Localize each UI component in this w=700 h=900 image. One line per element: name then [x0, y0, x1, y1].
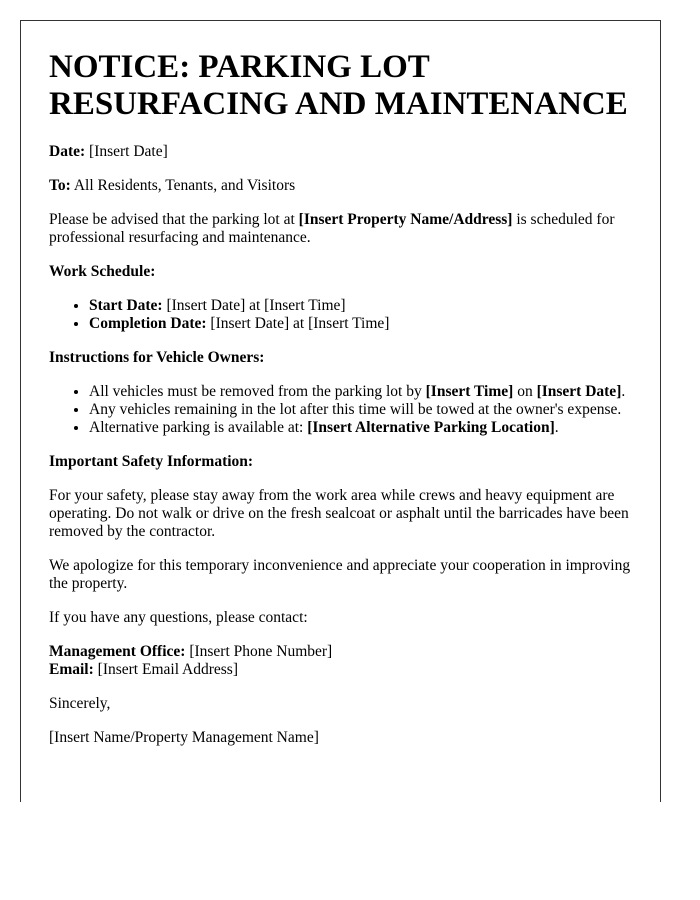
contact-intro: If you have any questions, please contact: — [49, 609, 308, 626]
completion-date-value: [Insert Date] at [Insert Time] — [206, 315, 390, 332]
start-date-value: [Insert Date] at [Insert Time] — [162, 297, 346, 314]
date-label: Date: — [49, 143, 86, 160]
apology-paragraph: We apologize for this temporary inconvenience and appreciate your cooperation in improving the property. — [49, 557, 631, 592]
list-item-remove-vehicles — [89, 383, 632, 401]
list-item-completion-date — [89, 315, 632, 333]
closing-line: Sincerely, — [49, 695, 111, 712]
work-schedule-list — [49, 297, 632, 333]
intro-text-after: is scheduled for professional resurfacing and maintenance. — [49, 211, 615, 246]
remove-vehicles-text-before: All vehicles must be removed from the parking lot by — [89, 383, 426, 400]
recipient-line — [49, 177, 632, 195]
office-label: Management Office: — [49, 643, 186, 660]
office-contact-line — [49, 643, 632, 661]
safety-heading-text: Important Safety Information: — [49, 453, 254, 470]
date-value: [Insert Date] — [85, 143, 168, 160]
start-date-label: Start Date: — [89, 297, 163, 314]
recipient-value: All Residents, Tenants, and Visitors — [70, 177, 296, 194]
remove-vehicles-text-after: . — [621, 383, 626, 400]
completion-date-label: Completion Date: — [89, 315, 207, 332]
instructions-heading-text: Instructions for Vehicle Owners: — [49, 349, 265, 366]
remove-date-placeholder: [Insert Date] — [536, 383, 622, 400]
signature-line: [Insert Name/Property Management Name] — [49, 729, 319, 746]
date-line — [49, 143, 632, 161]
list-item-alternative-parking — [89, 419, 632, 437]
work-schedule-heading — [49, 263, 632, 281]
remove-time-placeholder: [Insert Time] — [425, 383, 514, 400]
office-value: [Insert Phone Number] — [185, 643, 333, 660]
alt-parking-text-after: . — [554, 419, 559, 436]
safety-heading — [49, 453, 632, 471]
towing-text: Any vehicles remaining in the lot after this time will be towed at the owner's expense. — [89, 401, 622, 418]
alt-parking-placeholder: [Insert Alternative Parking Location] — [307, 419, 555, 436]
alt-parking-text-before: Alternative parking is available at: — [89, 419, 308, 436]
instructions-heading — [49, 349, 632, 367]
remove-vehicles-text-middle: on — [513, 383, 537, 400]
intro-text-before: Please be advised that the parking lot at — [49, 211, 299, 228]
safety-paragraph: For your safety, please stay away from the work area while crews and heavy equipment are operating. Do not walk or drive on the fresh sealcoat or asphalt until the barricades have been removed by the contractor. — [49, 487, 629, 540]
intro-paragraph — [49, 211, 632, 247]
page-title: NOTICE: PARKING LOT RESURFACING AND MAINTENANCE — [49, 49, 628, 122]
list-item-start-date — [89, 297, 632, 315]
email-value: [Insert Email Address] — [93, 661, 238, 678]
work-schedule-heading-text: Work Schedule: — [49, 263, 156, 280]
list-item-towing — [89, 401, 632, 419]
email-contact-line — [49, 661, 632, 679]
recipient-label: To: — [49, 177, 71, 194]
instructions-list — [49, 383, 632, 437]
notice-page — [20, 20, 661, 802]
property-name-placeholder: [Insert Property Name/Address] — [298, 211, 513, 228]
email-label: Email: — [49, 661, 94, 678]
